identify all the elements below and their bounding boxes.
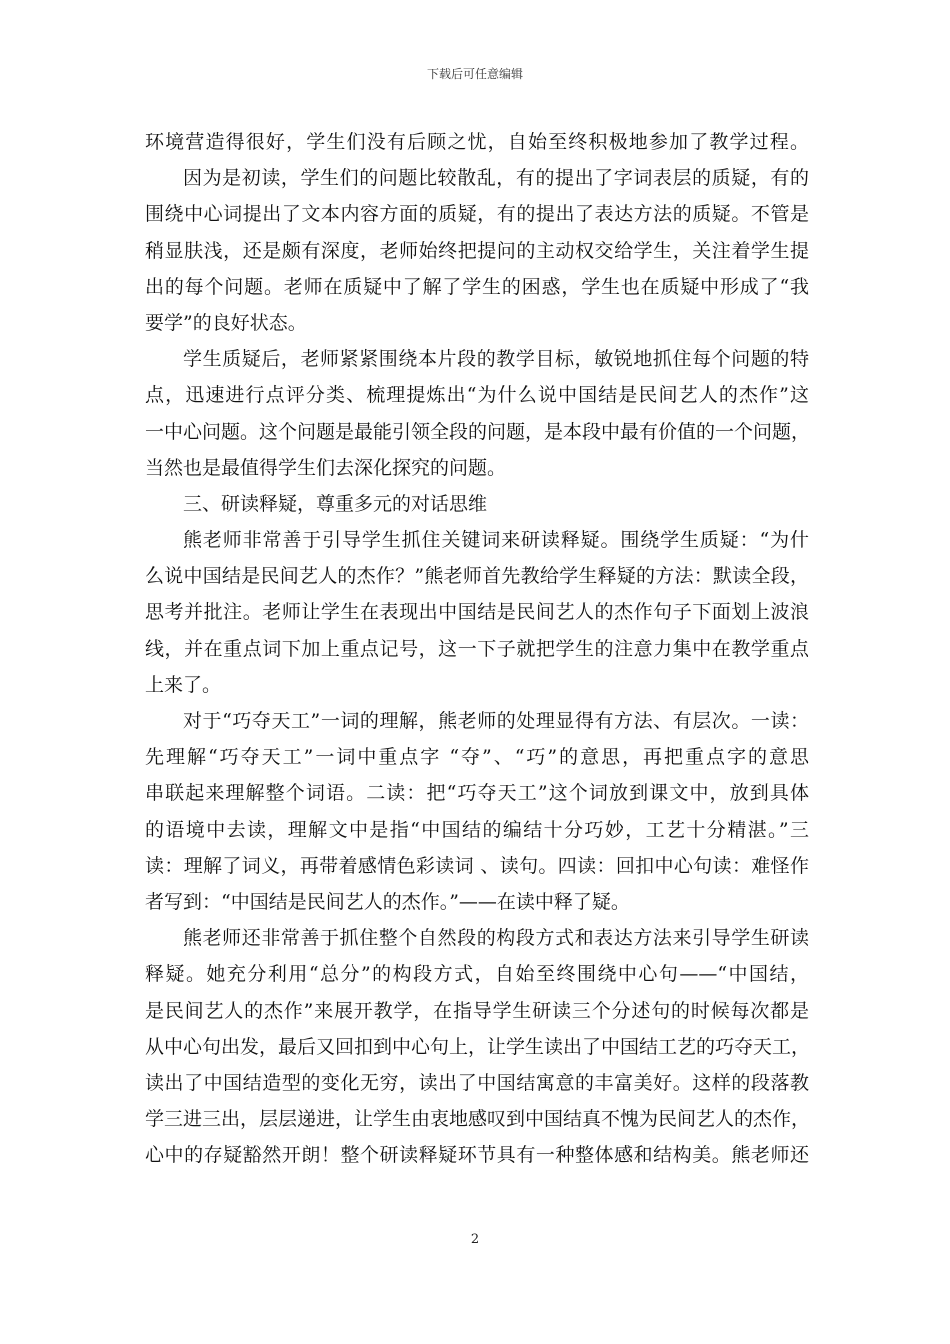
text-line: 围绕中心词提出了文本内容方面的质疑，有的提出了表达方法的质疑。不管是 [145, 203, 809, 226]
paragraph-first-line: 学生质疑后，老师紧紧围绕本片段的教学目标，敏锐地抓住每个问题的特 [183, 348, 809, 371]
text-line: 学三进三出，层层递进，让学生由衷地感叹到中国结真不愧为民间艺人的杰作， [145, 1108, 811, 1131]
text-line: 点，迅速进行点评分类、梳理提炼出“为什么说中国结是民间艺人的杰作”这 [145, 384, 809, 407]
paragraph-first-line: 因为是初读，学生们的问题比较散乱，有的提出了字词表层的质疑，有的 [183, 167, 809, 190]
text-line: 思考并批注。老师让学生在表现出中国结是民间艺人的杰作句子下面划上波浪 [145, 601, 809, 624]
text-line: 么说中国结是民间艺人的杰作？”熊老师首先教给学生释疑的方法：默读全段， [145, 565, 809, 588]
paragraph-first-line: 熊老师非常善于引导学生抓住关键词来研读释疑。围绕学生质疑：“为什 [183, 529, 809, 552]
text-line: 出的每个问题。老师在质疑中了解了学生的困惑，学生也在质疑中形成了“我 [145, 275, 809, 298]
text-line: 从中心句出发，最后又回扣到中心句上，让学生读出了中国结工艺的巧夺天工， [145, 1035, 811, 1058]
text-line: 稍显肤浅，还是颇有深度，老师始终把提问的主动权交给学生，关注着学生提 [145, 239, 809, 262]
text-line: 读：理解了词义，再带着感情色彩读词 、读句。四读：回扣中心句读：难怪作 [145, 854, 809, 877]
text-line: 先理解“巧夺天工”一词中重点字 “夺”、“巧”的意思，再把重点字的意思 [145, 746, 809, 769]
text-line: 环境营造得很好，学生们没有后顾之忧，自始至终积极地参加了教学过程。 [145, 131, 809, 153]
text-line: 一中心问题。这个问题是最能引领全段的问题，是本段中最有价值的一个问题， [145, 420, 811, 443]
text-line: 的语境中去读，理解文中是指“中国结的编结十分巧妙，工艺十分精湛。”三 [145, 818, 809, 841]
paragraph-last-line: 要学”的良好状态。 [145, 311, 307, 334]
paragraph-first-line: 熊老师还非常善于抓住整个自然段的构段方式和表达方法来引导学生研读 [183, 927, 809, 950]
paragraph-first-line: 对于“巧夺天工”一词的理解，熊老师的处理显得有方法、有层次。一读： [183, 710, 809, 732]
section-heading: 三、研读释疑，尊重多元的对话思维 [183, 492, 488, 515]
paragraph-last-line: 者写到：“中国结是民间艺人的杰作。”——在读中释了疑。 [145, 890, 630, 913]
text-line: 线，并在重点词下加上重点记号，这一下子就把学生的注意力集中在教学重点 [145, 637, 809, 660]
page-number: 2 [470, 1232, 480, 1247]
document-body [145, 124, 809, 1173]
text-line: 心中的存疑豁然开朗！整个研读释疑环节具有一种整体感和结构美。熊老师还 [145, 1144, 809, 1167]
page-header: 下载后可任意编辑 [426, 67, 523, 81]
text-line: 串联起来理解整个词语。二读：把“巧夺天工”这个词放到课文中，放到具体 [145, 782, 809, 805]
text-line: 释疑。她充分利用“总分”的构段方式，自始至终围绕中心句——“中国结， [145, 963, 809, 986]
paragraph-last-line: 上来了。 [145, 673, 222, 696]
text-line: 是民间艺人的杰作”来展开教学，在指导学生研读三个分述句的时候每次都是 [145, 999, 809, 1022]
text-line: 读出了中国结造型的变化无穷，读出了中国结寓意的丰富美好。这样的段落教 [145, 1071, 809, 1094]
paragraph-last-line: 当然也是最值得学生们去深化探究的问题。 [145, 456, 507, 479]
